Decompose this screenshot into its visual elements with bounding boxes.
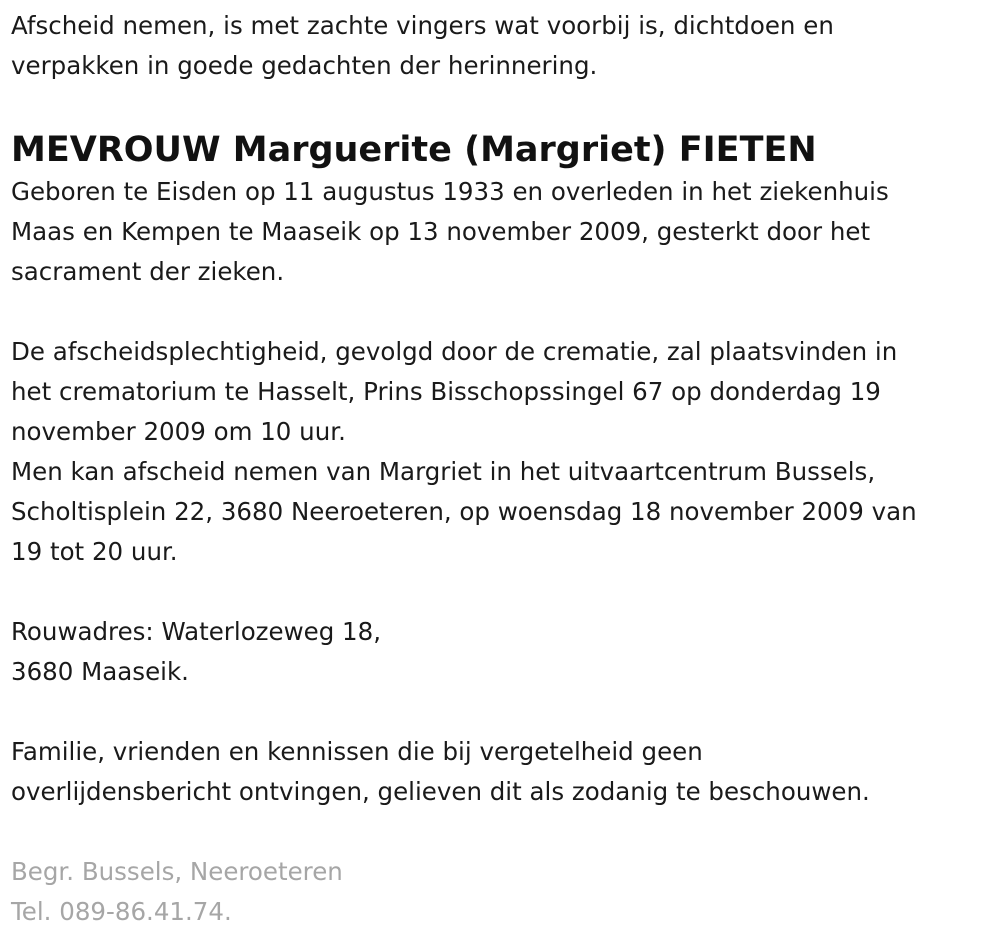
ceremony-info	[11, 332, 991, 572]
spacer	[11, 812, 991, 852]
spacer	[11, 692, 991, 732]
notice-line: overlijdensbericht ontvingen, gelieven dit als zodanig te beschouwen.	[11, 777, 870, 806]
notice-line: Familie, vrienden en kennissen die bij vergetelheid geen	[11, 737, 703, 766]
funeral-home-phone: Tel. 089-86.41.74.	[11, 897, 232, 926]
ceremony-line: Scholtisplein 22, 3680 Neeroeteren, op woensdag 18 november 2009 van	[11, 497, 917, 526]
spacer	[11, 572, 991, 612]
birth-death-line: Geboren te Eisden op 11 augustus 1933 en overleden in het ziekenhuis	[11, 177, 889, 206]
intro-line: verpakken in goede gedachten der herinnering.	[11, 51, 598, 80]
family-notice	[11, 732, 991, 812]
intro-line: Afscheid nemen, is met zachte vingers wat voorbij is, dichtdoen en	[11, 11, 834, 40]
funeral-home-info	[11, 852, 991, 932]
obituary-notice	[11, 6, 991, 932]
ceremony-line: het crematorium te Hasselt, Prins Bisschopssingel 67 op donderdag 19	[11, 377, 881, 406]
ceremony-line: 19 tot 20 uur.	[11, 537, 178, 566]
ceremony-line: november 2009 om 10 uur.	[11, 417, 346, 446]
intro-quote	[11, 6, 991, 86]
ceremony-line: Men kan afscheid nemen van Margriet in het uitvaartcentrum Bussels,	[11, 457, 876, 486]
birth-death-line: sacrament der zieken.	[11, 257, 285, 286]
birth-death-line: Maas en Kempen te Maaseik op 13 november 2009, gesterkt door het	[11, 217, 871, 246]
birth-death-info	[11, 172, 991, 292]
funeral-home-name: Begr. Bussels, Neeroeteren	[11, 857, 343, 886]
ceremony-line: De afscheidsplechtigheid, gevolgd door de crematie, zal plaatsvinden in	[11, 337, 898, 366]
spacer	[11, 292, 991, 332]
mourning-address	[11, 612, 991, 692]
address-line: Rouwadres: Waterlozeweg 18,	[11, 617, 382, 646]
address-line: 3680 Maaseik.	[11, 657, 189, 686]
deceased-name: MEVROUW Marguerite (Margriet) FIETEN	[11, 130, 817, 170]
